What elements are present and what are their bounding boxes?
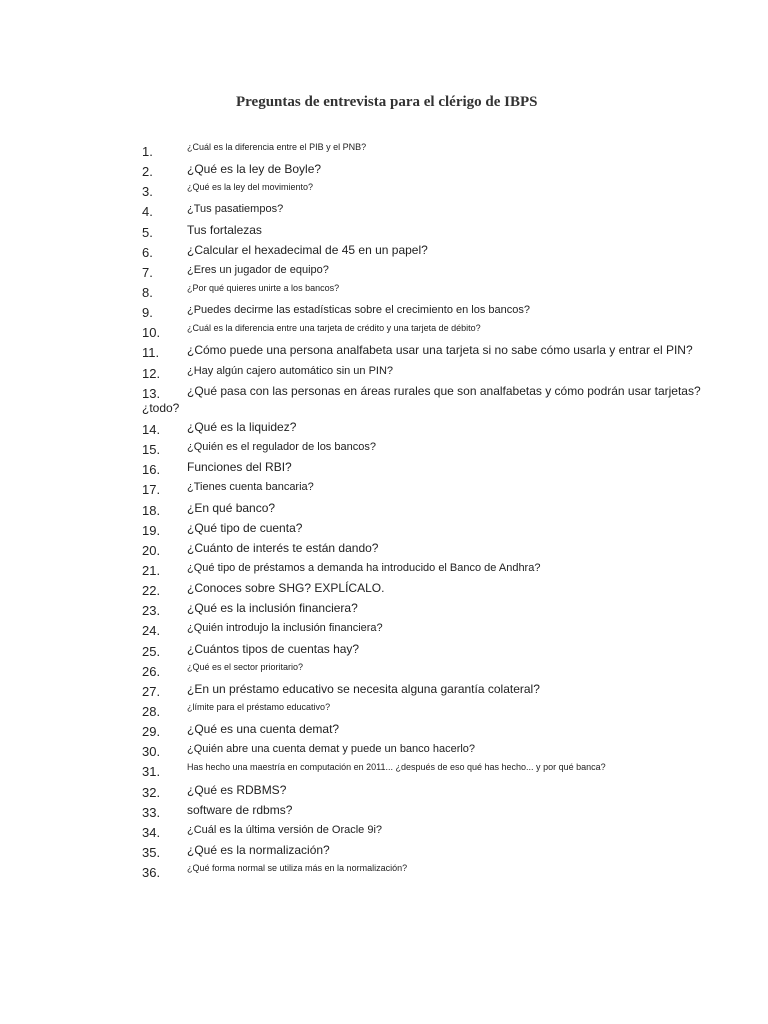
question-text: ¿Qué es RDBMS?: [187, 783, 287, 797]
question-number: 30.: [142, 744, 161, 759]
question-text: Has hecho una maestría en computación en 2011... ¿después de eso qué has hecho... y por qué banca?: [187, 762, 606, 772]
question-number: 20.: [142, 543, 161, 558]
question-text: ¿Qué es la normalización?: [187, 843, 330, 857]
question-number: 13.: [142, 386, 161, 401]
question-text: ¿Qué pasa con las personas en áreas rurales que son analfabetas y cómo podrán usar tarjetas?: [187, 384, 701, 398]
question-number: 21.: [142, 563, 161, 578]
question-number: 34.: [142, 825, 161, 840]
question-text: ¿Conoces sobre SHG? EXPLÍCALO.: [187, 581, 385, 595]
question-text: ¿Qué tipo de préstamos a demanda ha introducido el Banco de Andhra?: [187, 562, 541, 574]
question-text: ¿Qué es la inclusión financiera?: [187, 601, 358, 615]
question-number: 3.: [142, 184, 153, 199]
question-text: ¿Tienes cuenta bancaria?: [187, 481, 314, 493]
question-text: ¿Qué es una cuenta demat?: [187, 722, 340, 736]
question-number: 22.: [142, 583, 161, 598]
question-number: 17.: [142, 482, 161, 497]
question-text: ¿Tus pasatiempos?: [187, 203, 284, 215]
question-text: ¿Qué es el sector prioritario?: [187, 662, 304, 672]
question-text: ¿Cuál es la diferencia entre el PIB y el PNB?: [187, 142, 367, 152]
question-number: 15.: [142, 442, 161, 457]
question-text: ¿Cuál es la última versión de Oracle 9i?: [187, 824, 383, 836]
question-text: Funciones del RBI?: [187, 460, 292, 474]
question-number: 26.: [142, 664, 161, 679]
document-title: Preguntas de entrevista para el clérigo de IBPS: [236, 94, 538, 110]
question-number: 31.: [142, 764, 161, 779]
question-number: 6.: [142, 245, 153, 260]
question-number: 33.: [142, 805, 161, 820]
question-number: 14.: [142, 422, 161, 437]
question-text: ¿Puedes decirme las estadísticas sobre el crecimiento en los bancos?: [187, 304, 531, 316]
question-text: ¿Por qué quieres unirte a los bancos?: [187, 283, 340, 293]
question-text: ¿Cuántos tipos de cuentas hay?: [187, 642, 360, 656]
question-text: ¿Qué es la ley del movimiento?: [187, 182, 314, 192]
question-text: ¿Cómo puede una persona analfabeta usar una tarjeta si no sabe cómo usarla y entrar el PIN?: [187, 343, 693, 357]
question-text: ¿Qué forma normal se utiliza más en la normalización?: [187, 863, 408, 873]
question-text: ¿Qué tipo de cuenta?: [187, 521, 303, 535]
question-text: ¿Quién introdujo la inclusión financiera?: [187, 622, 383, 634]
question-number: 19.: [142, 523, 161, 538]
question-number: 32.: [142, 785, 161, 800]
question-number: 10.: [142, 325, 161, 340]
question-number: 9.: [142, 305, 153, 320]
question-text: Tus fortalezas: [187, 223, 262, 237]
question-number: 18.: [142, 503, 161, 518]
question-text: ¿Calcular el hexadecimal de 45 en un papel?: [187, 243, 428, 257]
question-text: ¿Hay algún cajero automático sin un PIN?: [187, 365, 394, 377]
question-number: 1.: [142, 144, 153, 159]
question-number: 12.: [142, 366, 161, 381]
question-text: ¿Qué es la ley de Boyle?: [187, 162, 322, 176]
question-number: 2.: [142, 164, 153, 179]
question-continuation: ¿todo?: [142, 401, 180, 415]
question-number: 23.: [142, 603, 161, 618]
question-number: 35.: [142, 845, 161, 860]
question-number: 29.: [142, 724, 161, 739]
question-number: 24.: [142, 623, 161, 638]
question-text: ¿En qué banco?: [187, 501, 276, 515]
question-number: 5.: [142, 225, 153, 240]
question-number: 11.: [142, 345, 160, 360]
question-number: 36.: [142, 865, 161, 880]
question-text: ¿límite para el préstamo educativo?: [187, 702, 331, 712]
question-number: 4.: [142, 204, 153, 219]
question-text: ¿Quién es el regulador de los bancos?: [187, 441, 376, 453]
question-text: ¿Cuánto de interés te están dando?: [187, 541, 379, 555]
question-text: software de rdbms?: [187, 803, 293, 817]
question-number: 7.: [142, 265, 153, 280]
question-number: 16.: [142, 462, 161, 477]
question-number: 28.: [142, 704, 161, 719]
question-number: 25.: [142, 644, 161, 659]
question-text: ¿Quién abre una cuenta demat y puede un banco hacerlo?: [187, 743, 476, 755]
question-text: ¿Cuál es la diferencia entre una tarjeta de crédito y una tarjeta de débito?: [187, 323, 481, 333]
question-number: 27.: [142, 684, 161, 699]
question-text: ¿Qué es la liquidez?: [187, 420, 297, 434]
question-text: ¿Eres un jugador de equipo?: [187, 264, 329, 276]
question-number: 8.: [142, 285, 153, 300]
question-text: ¿En un préstamo educativo se necesita alguna garantía colateral?: [187, 682, 540, 696]
